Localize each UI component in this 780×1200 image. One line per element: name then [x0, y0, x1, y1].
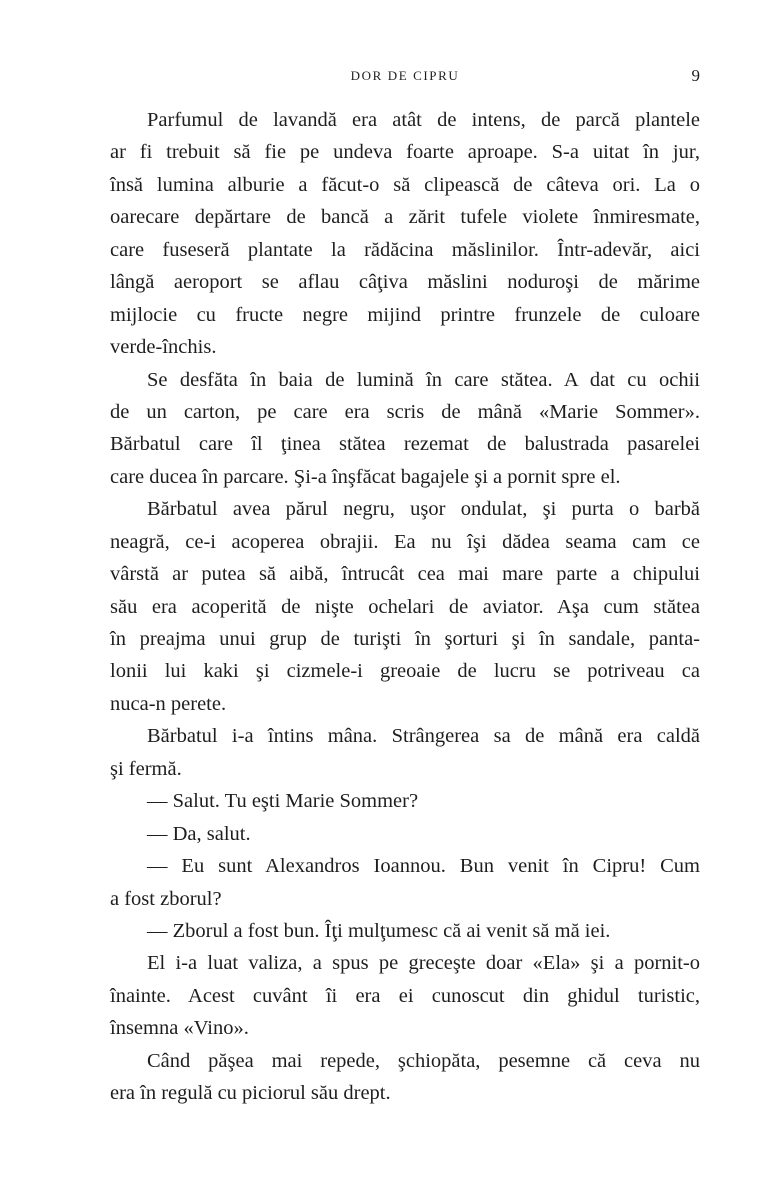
text-line: oarecare depărtare de bancă a zărit tufele violete înmiresmate,: [110, 206, 700, 229]
paragraph: [110, 818, 700, 850]
text-line: Bărbatul care îl ţinea stătea rezemat de balustrada pasarelei: [110, 433, 700, 456]
text-line: nuca-n perete.: [110, 692, 227, 715]
paragraph: [110, 493, 700, 720]
text-line: Parfumul de lavandă era atât de intens, de parcă plantele: [147, 109, 700, 131]
text-line: şi fermă.: [110, 757, 182, 780]
paragraph: [110, 785, 700, 817]
text-line: — Salut. Tu eşti Marie Sommer?: [147, 790, 419, 813]
body-text: [110, 104, 700, 1110]
text-line: — Eu sunt Alexandros Ioannou. Bun venit în Cipru! Cum: [147, 855, 700, 878]
text-line: de un carton, pe care era scris de mână «Marie Sommer».: [110, 400, 700, 423]
text-line: — Da, salut.: [147, 822, 251, 845]
text-line: însemna «Vino».: [110, 1017, 249, 1040]
text-line: Se desfăta în baia de lumină în care stătea. A dat cu ochii: [147, 368, 700, 391]
text-line: verde-închis.: [110, 336, 217, 359]
text-line: mijlocie cu fructe negre mijind printre frunzele de culoare: [110, 303, 700, 326]
text-line: neagră, ce-i acoperea obrajii. Ea nu îşi dădea seama cam ce: [110, 530, 700, 553]
text-line: Când păşea mai repede, şchiopăta, pesemne că ceva nu: [147, 1049, 700, 1072]
text-line: lângă aeroport se aflau câţiva măslini noduroşi de mărime: [110, 271, 700, 294]
text-line: care fuseseră plantate la rădăcina măslinilor. Într-adevăr, aici: [110, 238, 700, 261]
paragraph: [110, 720, 700, 785]
paragraph: [110, 104, 700, 364]
paragraph: [110, 1045, 700, 1110]
running-title: DOR DE CIPRU: [350, 68, 460, 83]
text-line: vârstă ar putea să aibă, întrucât cea mai mare parte a chipului: [110, 563, 700, 586]
text-line: era în regulă cu piciorul său drept.: [110, 1082, 391, 1105]
text-line: Bărbatul avea părul negru, uşor ondulat, şi purta o barbă: [147, 498, 700, 521]
text-line: său era acoperită de nişte ochelari de aviator. Aşa cum stătea: [110, 595, 700, 618]
paragraph: [110, 364, 700, 494]
paragraph: [110, 850, 700, 915]
text-line: ar fi trebuit să fie pe undeva foarte aproape. S-a uitat în jur,: [110, 141, 700, 164]
text-line: — Zborul a fost bun. Îţi mulţumesc că ai venit să mă iei.: [147, 919, 611, 942]
text-line: însă lumina alburie a făcut-o să clipească de câteva ori. La o: [110, 173, 700, 196]
paragraph: [110, 947, 700, 1044]
paragraph: [110, 915, 700, 947]
text-line: lonii lui kaki şi cizmele-i greoaie de lucru se potriveau ca: [110, 660, 700, 683]
text-line: înainte. Acest cuvânt îi era ei cunoscut din ghidul turistic,: [110, 984, 700, 1007]
page-number: 9: [691, 66, 700, 85]
text-line: a fost zborul?: [110, 887, 222, 910]
text-line: care ducea în parcare. Şi-a înşfăcat bagajele şi a pornit spre el.: [110, 465, 621, 488]
running-head: [110, 66, 700, 90]
text-line: Bărbatul i-a întins mâna. Strângerea sa de mână era caldă: [147, 725, 700, 748]
text-line: El i-a luat valiza, a spus pe greceşte doar «Ela» şi a pornit-o: [147, 952, 700, 975]
text-line: în preajma unui grup de turişti în şorturi şi în sandale, panta-: [110, 628, 700, 650]
